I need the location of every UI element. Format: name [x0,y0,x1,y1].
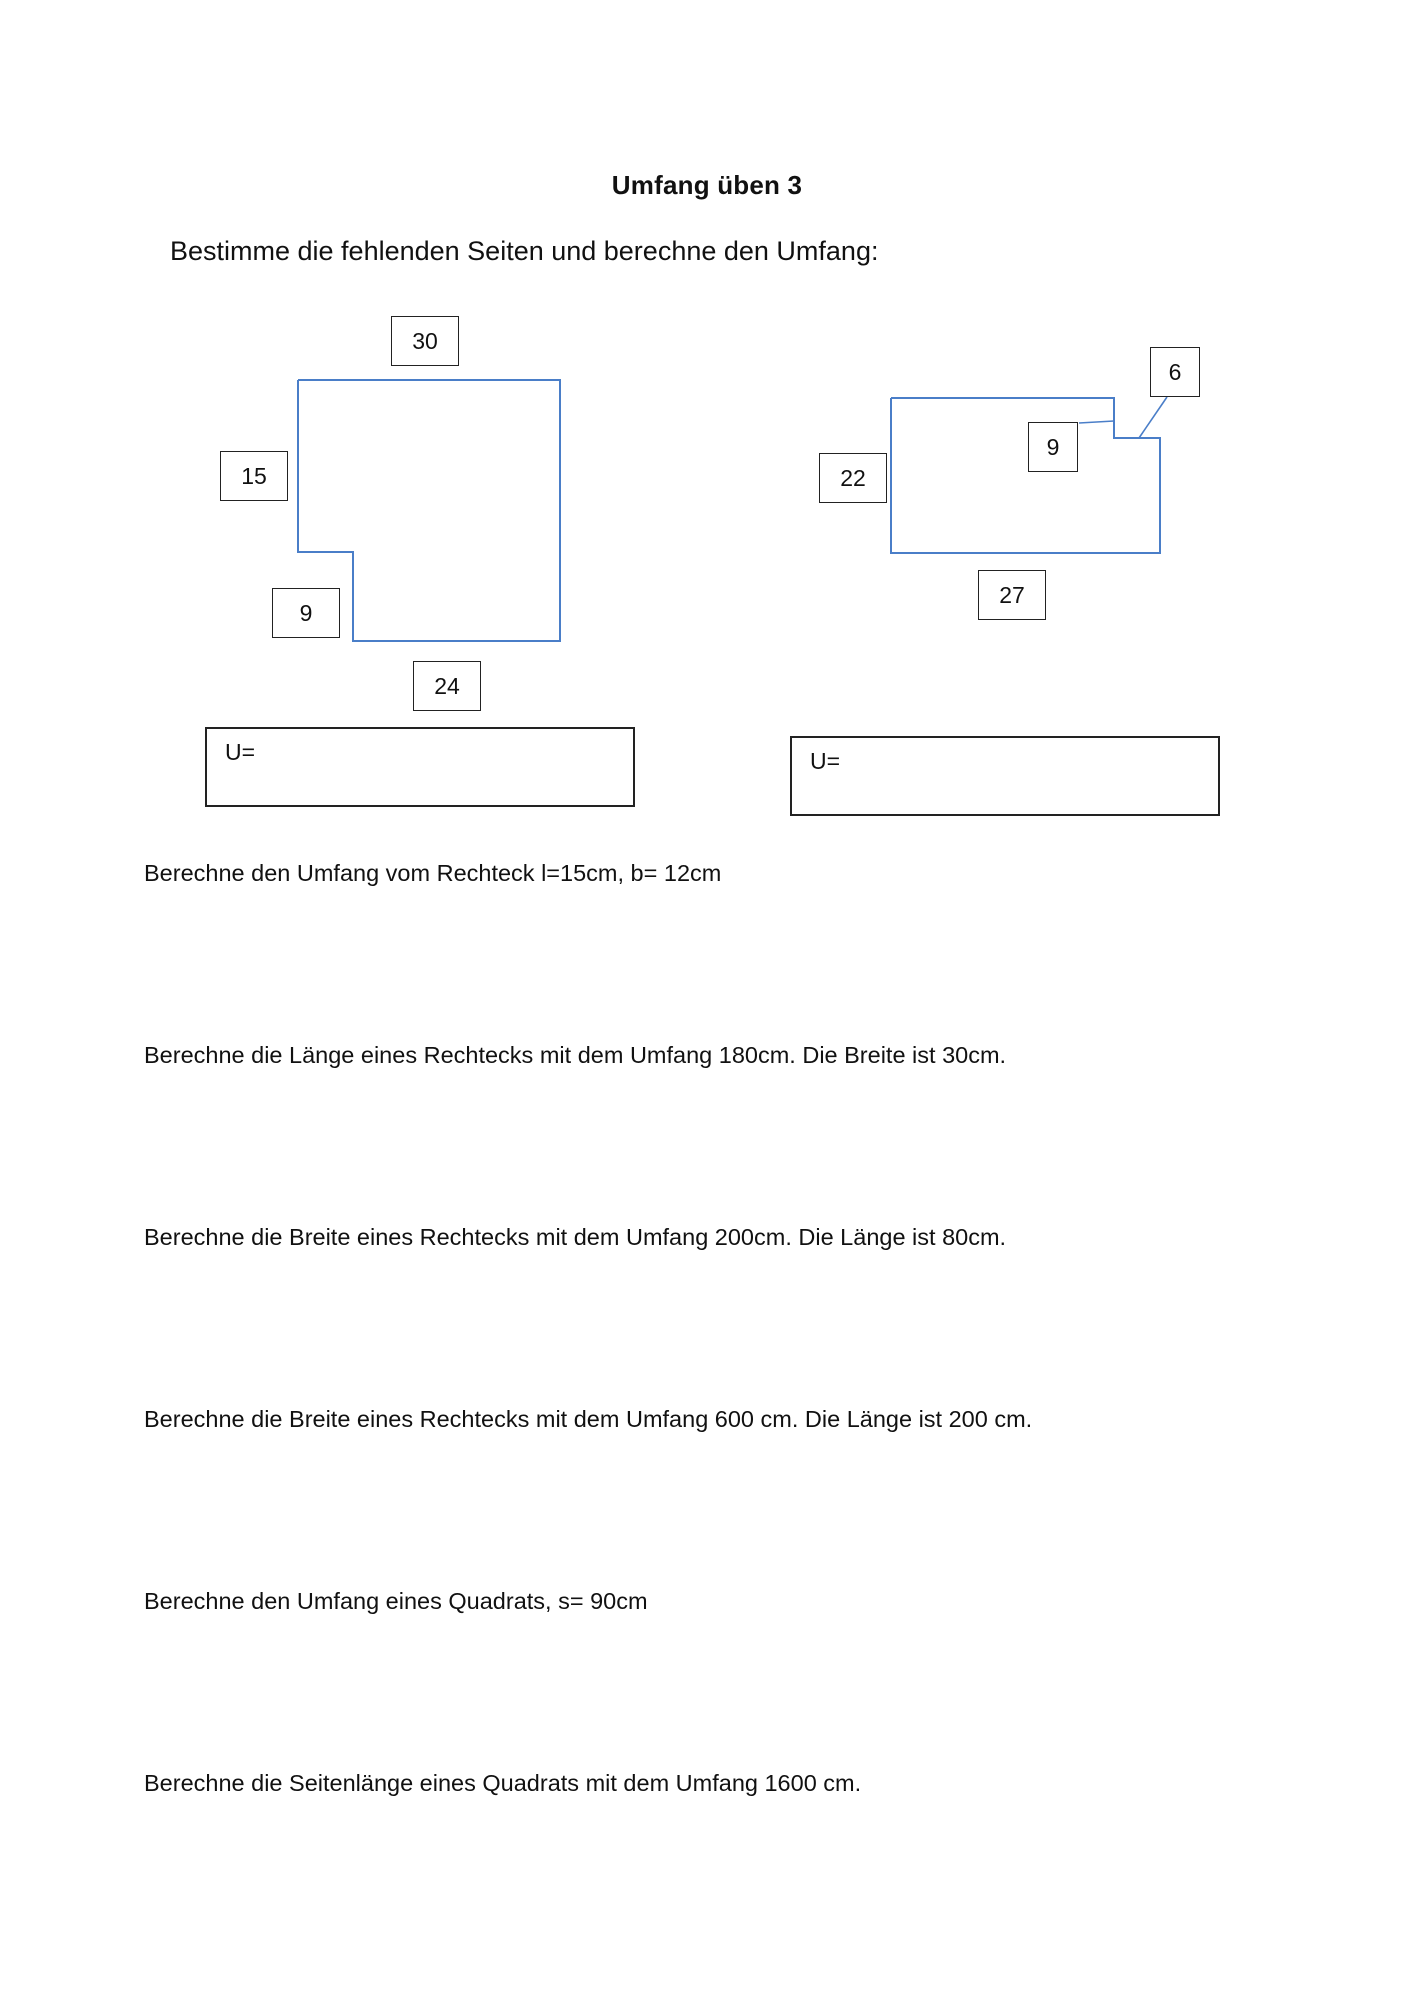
figure-1-label-bottom: 24 [413,661,481,711]
figure-2-label-left: 22 [819,453,887,503]
task-6: Berechne die Seitenlänge eines Quadrats mit dem Umfang 1600 cm. [144,1770,862,1796]
worksheet-instruction: Bestimme die fehlenden Seiten und berechne den Umfang: [170,236,879,266]
figure-1-label-notch: 9 [272,588,340,638]
task-3: Berechne die Breite eines Rechtecks mit dem Umfang 200cm. Die Länge ist 80cm. [144,1224,1007,1250]
figure-1-label-top: 30 [391,316,459,366]
figure-2-label-bottom: 27 [978,570,1046,620]
task-1: Berechne den Umfang vom Rechteck l=15cm, b= 12cm [144,860,722,886]
task-2: Berechne die Länge eines Rechtecks mit dem Umfang 180cm. Die Breite ist 30cm. [144,1042,1007,1068]
figure-1-label-left: 15 [220,451,288,501]
figure-2-answer-label: U= [810,748,841,774]
figure-1-answer-box[interactable] [205,727,635,807]
task-5: Berechne den Umfang eines Quadrats, s= 90cm [144,1588,648,1614]
figure-2-leader-6 [1139,397,1167,438]
task-4: Berechne die Breite eines Rechtecks mit dem Umfang 600 cm. Die Länge ist 200 cm. [144,1406,1033,1432]
figure-2-leader-9 [1079,421,1114,423]
worksheet-title: Umfang üben 3 [611,170,803,200]
figure-2-label-notch-height: 6 [1150,347,1200,397]
figure-1-answer-label: U= [225,739,256,765]
figure-2-answer-box[interactable] [790,736,1220,816]
figure-2-outline [891,398,1160,553]
figure-2-label-notch-width: 9 [1028,422,1078,472]
